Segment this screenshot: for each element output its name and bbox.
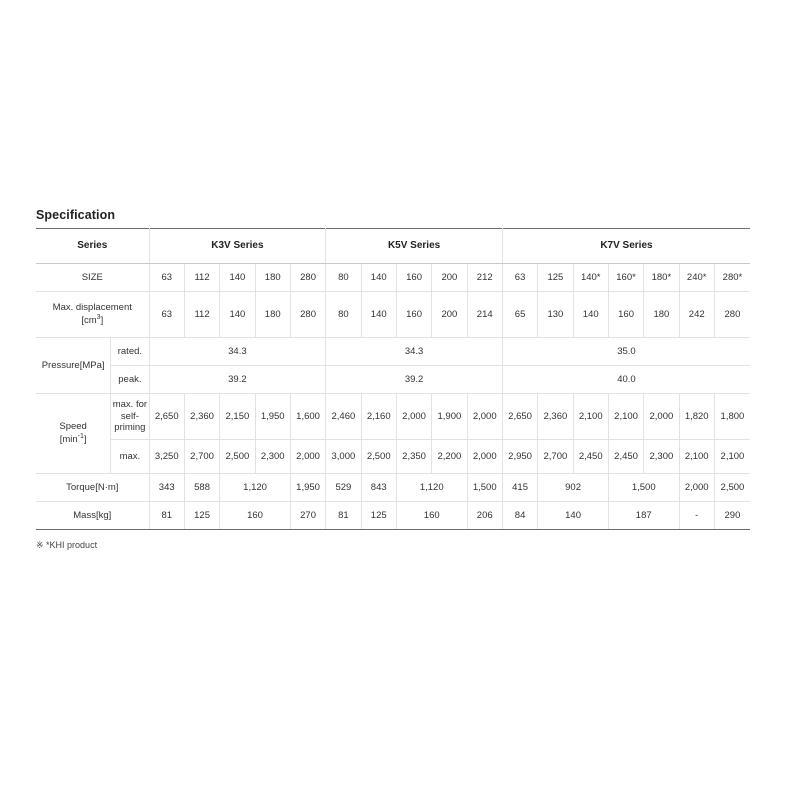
cell-size-k5v-2: 160	[396, 264, 431, 292]
cell-size-k3v-3: 180	[255, 264, 290, 292]
row-label-pressure-peak: peak.	[111, 366, 149, 394]
cell-speedmax-k3v-0: 3,250	[149, 440, 184, 474]
cell-speedsp-k5v-2: 2,000	[396, 394, 431, 440]
row-label-max-displacement-text: Max. displacement	[52, 302, 132, 314]
cell-size-k3v-0: 63	[149, 264, 184, 292]
table-footnote: ※ *KHI product	[36, 540, 98, 550]
cell-mass-k3v-1: 125	[184, 502, 219, 530]
cell-disp-k7v-5: 242	[679, 292, 714, 338]
cell-speedsp-k7v-3: 2,100	[608, 394, 643, 440]
row-label-mass: Mass[kg]	[36, 502, 149, 530]
cell-speedmax-k7v-6: 2,100	[714, 440, 750, 474]
cell-speedmax-k3v-2: 2,500	[220, 440, 255, 474]
cell-mass-k5v-0: 81	[326, 502, 361, 530]
cell-mass-k3v-2: 160	[220, 502, 291, 530]
cell-speedsp-k5v-4: 2,000	[467, 394, 502, 440]
cell-torque-k7v-2: 1,500	[608, 474, 679, 502]
cell-mass-k5v-3: 206	[467, 502, 502, 530]
cell-torque-k5v-3: 1,500	[467, 474, 502, 502]
table-row-size	[36, 264, 750, 292]
row-label-max-displacement	[36, 292, 149, 338]
cell-speedmax-k7v-2: 2,450	[573, 440, 608, 474]
cell-disp-k7v-6: 280	[714, 292, 750, 338]
cell-disp-k5v-1: 140	[361, 292, 396, 338]
row-label-max-displacement-unit: $[cm^3]$	[81, 313, 104, 327]
cell-speedmax-k7v-5: 2,100	[679, 440, 714, 474]
cell-torque-k7v-4: 2,500	[714, 474, 750, 502]
cell-speedmax-k3v-1: 2,700	[184, 440, 219, 474]
cell-disp-k7v-1: 130	[538, 292, 573, 338]
cell-pressure-rated-k7v: 35.0	[502, 338, 750, 366]
header-group-k5v: K5V Series	[326, 229, 503, 264]
cell-mass-k5v-2: 160	[396, 502, 467, 530]
row-label-pressure: Pressure[MPa]	[36, 338, 111, 394]
row-label-speed-unit: $[\min^{-1}]$	[59, 432, 87, 446]
cell-size-k7v-6: 280*	[714, 264, 750, 292]
row-label-pressure-rated: rated.	[111, 338, 149, 366]
cell-size-k5v-3: 200	[432, 264, 467, 292]
cell-torque-k7v-3: 2,000	[679, 474, 714, 502]
cell-size-k7v-5: 240*	[679, 264, 714, 292]
cell-speedsp-k3v-4: 1,600	[290, 394, 325, 440]
cell-speedsp-k3v-3: 1,950	[255, 394, 290, 440]
row-label-speed-max: max.	[111, 440, 149, 474]
cell-torque-k3v-0: 343	[149, 474, 184, 502]
cell-mass-k7v-3: -	[679, 502, 714, 530]
cell-speedmax-k7v-4: 2,300	[644, 440, 679, 474]
cell-disp-k7v-4: 180	[644, 292, 679, 338]
cell-mass-k5v-1: 125	[361, 502, 396, 530]
cell-speedmax-k5v-4: 2,000	[467, 440, 502, 474]
table-row-pressure-peak	[36, 366, 750, 394]
row-label-speed-self-priming: max. for self-priming	[111, 394, 149, 440]
cell-speedmax-k5v-1: 2,500	[361, 440, 396, 474]
cell-speedmax-k3v-4: 2,000	[290, 440, 325, 474]
cell-speedsp-k7v-0: 2,650	[502, 394, 537, 440]
cell-speedmax-k5v-2: 2,350	[396, 440, 431, 474]
cell-size-k7v-1: 125	[538, 264, 573, 292]
cell-mass-k7v-2: 187	[608, 502, 679, 530]
header-group-k3v: K3V Series	[149, 229, 326, 264]
cell-mass-k7v-1: 140	[538, 502, 609, 530]
header-group-k7v: K7V Series	[502, 229, 750, 264]
row-label-size: SIZE	[36, 264, 149, 292]
cell-speedmax-k7v-3: 2,450	[608, 440, 643, 474]
cell-disp-k7v-3: 160	[608, 292, 643, 338]
cell-pressure-peak-k7v: 40.0	[502, 366, 750, 394]
cell-speedsp-k3v-1: 2,360	[184, 394, 219, 440]
table-header-row	[36, 229, 750, 264]
row-label-speed	[36, 394, 111, 474]
cell-disp-k5v-2: 160	[396, 292, 431, 338]
specification-table	[36, 228, 750, 530]
cell-disp-k3v-1: 112	[184, 292, 219, 338]
cell-pressure-rated-k3v: 34.3	[149, 338, 326, 366]
cell-speedsp-k7v-4: 2,000	[644, 394, 679, 440]
cell-speedsp-k5v-3: 1,900	[432, 394, 467, 440]
header-series-label: Series	[36, 229, 149, 264]
cell-mass-k7v-0: 84	[502, 502, 537, 530]
cell-size-k3v-1: 112	[184, 264, 219, 292]
cell-size-k7v-2: 140*	[573, 264, 608, 292]
cell-speedsp-k7v-6: 1,800	[714, 394, 750, 440]
cell-torque-k3v-3: 1,950	[290, 474, 325, 502]
table-row-mass	[36, 502, 750, 530]
cell-disp-k3v-3: 180	[255, 292, 290, 338]
cell-size-k3v-2: 140	[220, 264, 255, 292]
cell-disp-k5v-4: 214	[467, 292, 502, 338]
cell-speedsp-k3v-0: 2,650	[149, 394, 184, 440]
row-label-speed-text: Speed	[59, 421, 87, 433]
cell-torque-k7v-1: 902	[538, 474, 609, 502]
cell-disp-k7v-2: 140	[573, 292, 608, 338]
table-row-speed-max	[36, 440, 750, 474]
cell-pressure-rated-k5v: 34.3	[326, 338, 503, 366]
table-row-torque	[36, 474, 750, 502]
cell-size-k5v-0: 80	[326, 264, 361, 292]
cell-torque-k5v-2: 1,120	[396, 474, 467, 502]
cell-speedsp-k7v-2: 2,100	[573, 394, 608, 440]
cell-torque-k5v-0: 529	[326, 474, 361, 502]
cell-speedsp-k5v-0: 2,460	[326, 394, 361, 440]
cell-torque-k5v-1: 843	[361, 474, 396, 502]
cell-size-k3v-4: 280	[290, 264, 325, 292]
cell-disp-k5v-3: 200	[432, 292, 467, 338]
cell-speedmax-k5v-0: 3,000	[326, 440, 361, 474]
cell-speedsp-k7v-1: 2,360	[538, 394, 573, 440]
cell-mass-k7v-4: 290	[714, 502, 750, 530]
cell-torque-k3v-2: 1,120	[220, 474, 291, 502]
table-row-speed-self-priming	[36, 394, 750, 440]
cell-size-k7v-4: 180*	[644, 264, 679, 292]
cell-speedsp-k3v-2: 2,150	[220, 394, 255, 440]
cell-disp-k5v-0: 80	[326, 292, 361, 338]
cell-mass-k3v-0: 81	[149, 502, 184, 530]
cell-disp-k7v-0: 65	[502, 292, 537, 338]
cell-speedmax-k3v-3: 2,300	[255, 440, 290, 474]
cell-size-k5v-4: 212	[467, 264, 502, 292]
cell-speedsp-k5v-1: 2,160	[361, 394, 396, 440]
table-row-pressure-rated	[36, 338, 750, 366]
cell-pressure-peak-k3v: 39.2	[149, 366, 326, 394]
cell-torque-k7v-0: 415	[502, 474, 537, 502]
cell-speedmax-k7v-0: 2,950	[502, 440, 537, 474]
cell-size-k7v-3: 160*	[608, 264, 643, 292]
cell-speedmax-k7v-1: 2,700	[538, 440, 573, 474]
cell-size-k7v-0: 63	[502, 264, 537, 292]
specification-section	[36, 208, 750, 551]
cell-mass-k3v-3: 270	[290, 502, 325, 530]
cell-torque-k3v-1: 588	[184, 474, 219, 502]
cell-disp-k3v-4: 280	[290, 292, 325, 338]
cell-disp-k3v-2: 140	[220, 292, 255, 338]
cell-pressure-peak-k5v: 39.2	[326, 366, 503, 394]
row-label-torque: Torque[N·m]	[36, 474, 149, 502]
page-title: Specification	[36, 208, 116, 222]
cell-speedsp-k7v-5: 1,820	[679, 394, 714, 440]
cell-disp-k3v-0: 63	[149, 292, 184, 338]
cell-speedmax-k5v-3: 2,200	[432, 440, 467, 474]
cell-size-k5v-1: 140	[361, 264, 396, 292]
table-row-max-displacement	[36, 292, 750, 338]
